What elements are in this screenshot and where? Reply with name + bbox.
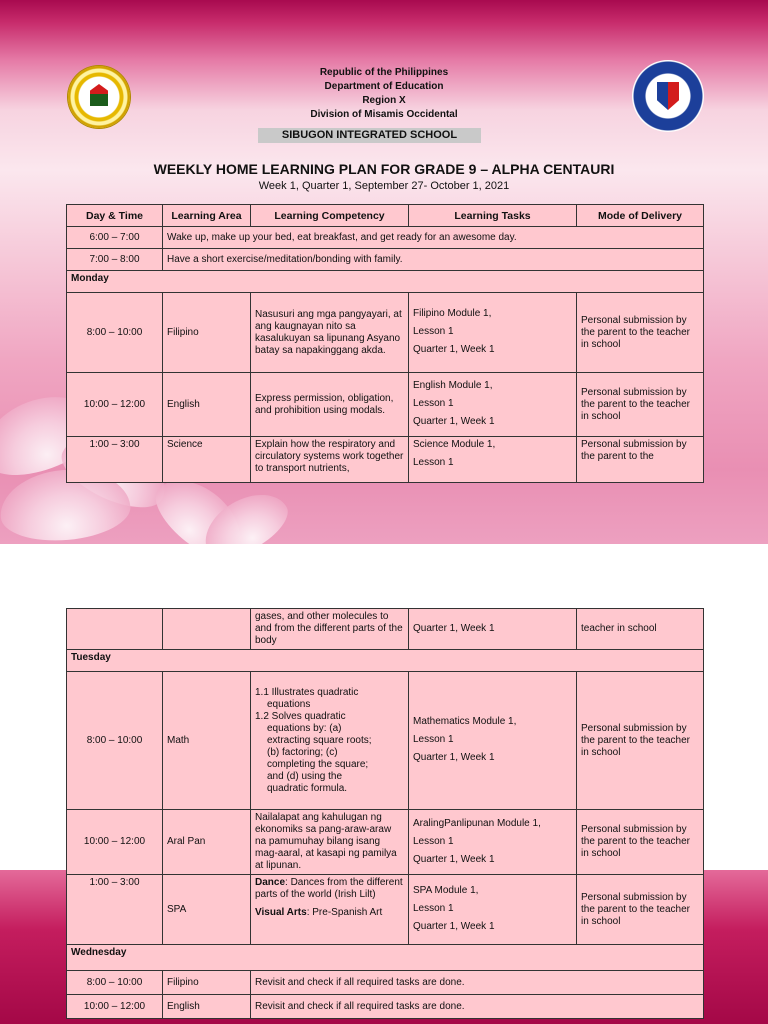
learning-area-cell: Filipino [163,293,251,373]
task-line: Quarter 1, Week 1 [413,921,495,932]
visual-arts-text: : Pre-Spanish Art [306,907,383,918]
tasks-cell [409,875,577,945]
table-header-row [67,205,704,227]
learning-area-cell [163,609,251,650]
table-row [67,373,704,437]
task-line: Lesson 1 [413,398,454,409]
time-cell: 10:00 – 12:00 [67,995,163,1019]
column-header: Learning Area [163,205,251,227]
day-label: Monday [67,271,704,293]
school-name: SIBUGON INTEGRATED SCHOOL [258,128,481,143]
time-cell: 10:00 – 12:00 [67,810,163,875]
delivery-cell: teacher in school [577,609,704,650]
delivery-cell: Personal submission by the parent to the teacher in school [577,293,704,373]
time-cell: 1:00 – 3:00 [67,875,163,945]
table-row [67,249,704,271]
competency-line: quadratic formula. [267,782,348,794]
routine-text: Wake up, make up your bed, eat breakfast, and get ready for an awesome day. [163,227,704,249]
tasks-cell [409,810,577,875]
header-line-department: Department of Education [324,81,444,92]
time-cell: 7:00 – 8:00 [67,249,163,271]
task-line: Mathematics Module 1, [413,716,517,727]
task-line: SPA Module 1, [413,885,479,896]
delivery-cell: Personal submission by the parent to the [577,437,704,483]
task-line: Lesson 1 [413,734,454,745]
competency-cell: Nasusuri ang mga pangyayari, at ang kaugnayan nito sa kasalukuyan sa lipunang Asyano batay sa napakinggang akda. [251,293,409,373]
visual-arts-label: Visual Arts [255,907,307,918]
competency-cell: Nailalapat ang kahulugan ng ekonomiks sa pang-araw-araw na pamumuhay bilang isang mag-aaral, at kasapi ng pamilya at lipunan. [251,810,409,875]
column-header: Day & Time [67,205,163,227]
competency-line: 1.2 Solves quadratic [255,710,346,722]
task-line: AralingPanlipunan Module 1, [413,817,541,829]
competency-cell: gases, and other molecules to and from the different parts of the body [251,609,409,650]
learning-plan-table-page-2 [66,608,704,1019]
time-cell: 1:00 – 3:00 [67,437,163,483]
learning-area-cell: Filipino [163,971,251,995]
competency-line: and (d) using the [267,770,343,782]
time-cell: 10:00 – 12:00 [67,373,163,437]
competency-cell [251,875,409,945]
task-line: Quarter 1, Week 1 [413,752,495,763]
table-row [67,293,704,373]
column-header: Mode of Delivery [577,205,704,227]
competency-line: equations by: (a) [267,722,342,734]
tasks-cell: Quarter 1, Week 1 [409,609,577,650]
competency-line: extracting square roots; [267,734,372,746]
dance-label: Dance [255,877,286,888]
learning-area-cell: English [163,373,251,437]
routine-text: Revisit and check if all required tasks are done. [251,995,704,1019]
time-cell: 8:00 – 10:00 [67,672,163,810]
table-row [67,971,704,995]
competency-cell: Express permission, obligation, and prohibition using modals. [251,373,409,437]
task-line: Lesson 1 [413,903,454,914]
delivery-cell: Personal submission by the parent to the teacher in school [577,875,704,945]
dance-text: : Dances from the different parts of the world (Irish Lilt) [255,877,403,900]
task-line: Quarter 1, Week 1 [413,416,495,427]
tasks-cell [409,437,577,483]
table-row [67,875,704,945]
competency-cell [251,672,409,810]
column-header: Learning Tasks [409,205,577,227]
time-cell: 8:00 – 10:00 [67,971,163,995]
task-line: Quarter 1, Week 1 [413,344,495,355]
routine-text: Have a short exercise/meditation/bonding with family. [163,249,704,271]
delivery-cell: Personal submission by the parent to the teacher in school [577,672,704,810]
task-line: Filipino Module 1, [413,308,492,319]
learning-area-cell: Math [163,672,251,810]
day-label: Wednesday [67,945,704,971]
delivery-cell: Personal submission by the parent to the teacher in school [577,810,704,875]
task-line: English Module 1, [413,380,493,391]
competency-line: completing the square; [267,758,369,770]
table-row [67,437,704,483]
document-subtitle: Week 1, Quarter 1, September 27- October 1, 2021 [258,180,510,192]
tasks-cell [409,293,577,373]
task-line: Science Module 1, [413,439,496,450]
table-row [67,227,704,249]
competency-line: (b) factoring; (c) [267,746,338,758]
task-line: Lesson 1 [413,326,454,337]
learning-area-cell: SPA [163,875,251,945]
time-cell: 6:00 – 7:00 [67,227,163,249]
column-header: Learning Competency [251,205,409,227]
day-row-tuesday [67,650,704,672]
task-line: Lesson 1 [413,835,454,847]
task-line: Lesson 1 [413,457,454,468]
document-title: WEEKLY HOME LEARNING PLAN FOR GRADE 9 – ALPHA CENTAURI [153,161,615,177]
routine-text: Revisit and check if all required tasks are done. [251,971,704,995]
tasks-cell [409,373,577,437]
day-row-monday [67,271,704,293]
competency-line: 1.1 Illustrates quadratic [255,686,359,698]
day-label: Tuesday [67,650,704,672]
table-row [67,672,704,810]
learning-area-cell: English [163,995,251,1019]
learning-area-cell: Aral Pan [163,810,251,875]
time-cell [67,609,163,650]
competency-line: equations [267,698,311,710]
header-line-division: Division of Misamis Occidental [310,109,458,120]
header-line-republic: Republic of the Philippines [319,67,449,78]
tasks-cell [409,672,577,810]
learning-area-cell: Science [163,437,251,483]
table-row [67,995,704,1019]
competency-cell: Explain how the respiratory and circulatory systems work together to transport nutrients, [251,437,409,483]
table-row [67,810,704,875]
task-line: Quarter 1, Week 1 [413,853,495,865]
table-row-continuation [67,609,704,650]
learning-plan-table-page-1 [66,204,704,483]
header-line-region: Region X [362,95,406,106]
delivery-cell: Personal submission by the parent to the teacher in school [577,373,704,437]
day-row-wednesday [67,945,704,971]
time-cell: 8:00 – 10:00 [67,293,163,373]
